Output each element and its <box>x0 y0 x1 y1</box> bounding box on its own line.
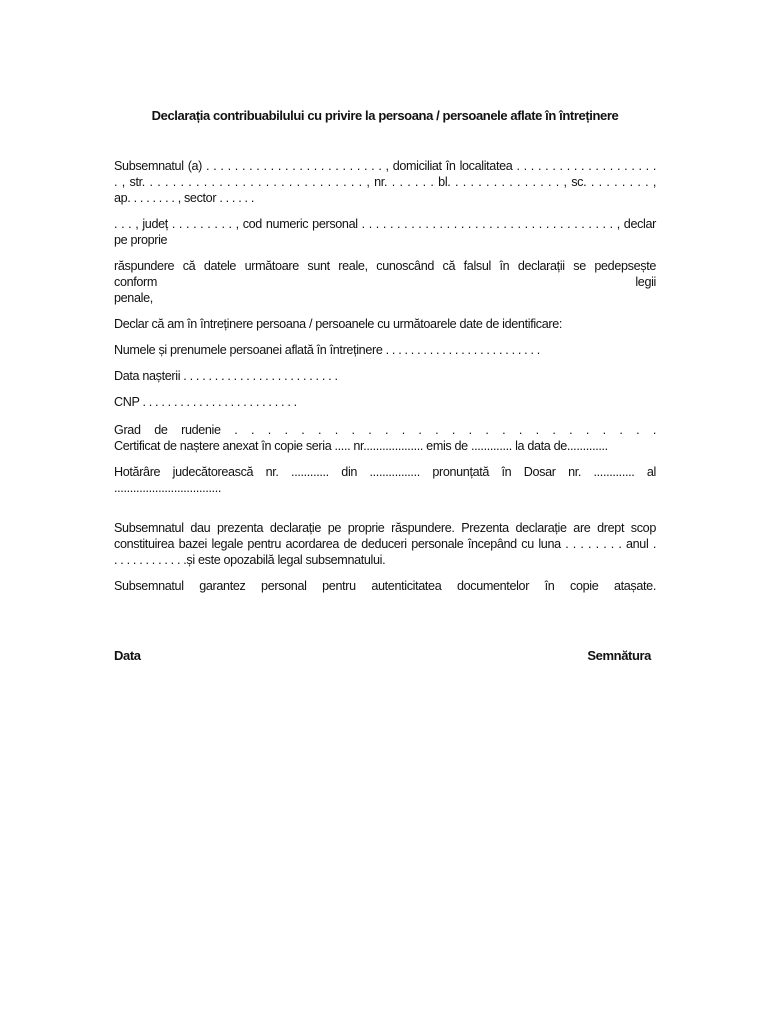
responsibility-word-conform: conform <box>114 275 158 289</box>
date-label: Data <box>114 648 141 663</box>
county-cnp-paragraph <box>114 216 656 248</box>
responsibility-line-2 <box>114 274 656 290</box>
court-decision-line-2: .................................. <box>114 481 222 495</box>
court-decision-paragraph <box>114 464 656 496</box>
declarant-identity-paragraph <box>114 158 656 206</box>
dependents-intro: Declar că am în întreținere persoana / persoanele cu următoarele date de identificare: <box>114 317 563 331</box>
birth-date-field: Data nașterii . . . . . . . . . . . . . . . . . . . . . . . . . <box>114 369 338 383</box>
county-line-2: pe proprie <box>114 233 168 247</box>
court-decision-line-1: Hotărâre judecătorească nr. ............ din ................ pronunțată în Dosar nr. ............. al <box>114 465 656 479</box>
guarantee-paragraph <box>114 578 656 594</box>
document-title: Declarația contribuabilului cu privire la persoana / persoanele aflate în întreținere <box>151 108 619 123</box>
statement-line-2: constituirea bazei legale pentru acordarea de deduceri personale începând cu luna . . . . . . . . anul . <box>114 537 656 551</box>
birth-certificate-line: Certificat de naștere anexat în copie seria ..... nr................... emis de ............. la data de............. <box>114 439 608 453</box>
responsibility-line-1: răspundere că datele următoare sunt reale, cunoscând că falsul în declarații se pedepsește <box>114 259 656 273</box>
document-body <box>114 108 656 604</box>
cnp-field: CNP . . . . . . . . . . . . . . . . . . . . . . . . . <box>114 395 297 409</box>
identity-line-2: . , str. . . . . . . . . . . . . . . . . . . . . . . . . . . . . , nr. . . . . . . bl. . . . . . . . . . . . . . . , sc. . . . . . . . . , <box>114 175 656 189</box>
kinship-paragraph <box>114 422 656 454</box>
identity-line-1: Subsemnatul (a) . . . . . . . . . . . . . . . . . . . . . . . . . , domiciliat în localitatea . . . . . . . . . . . . . . . . . . . . <box>114 159 656 173</box>
county-line-1: . . . , județ . . . . . . . . . , cod numeric personal . . . . . . . . . . . . . . . . . . . . . . . . . . . . . . . . . . . . , declar <box>114 217 656 231</box>
statement-paragraph <box>114 520 656 568</box>
statement-line-1: Subsemnatul dau prezenta declarație pe proprie răspundere. Prezenta declarație are drept scop <box>114 521 656 535</box>
kinship-line: Grad de rudenie . . . . . . . . . . . . . . . . . . . . . . . . . . <box>114 423 656 437</box>
dependent-name-field: Numele și prenumele persoanei aflată în întreținere . . . . . . . . . . . . . . . . . . . . . . . . . <box>114 343 540 357</box>
identity-line-3: ap. . . . . . . . , sector . . . . . . <box>114 191 254 205</box>
responsibility-line-3: penale, <box>114 291 153 305</box>
guarantee-line: Subsemnatul garantez personal pentru autenticitatea documentelor în copie atașate. <box>114 579 656 593</box>
responsibility-word-legii: legii <box>635 275 656 289</box>
signature-label: Semnătura <box>587 648 651 663</box>
responsibility-paragraph <box>114 258 656 306</box>
statement-line-3: . . . . . . . . . . . .și este opozabilă legal subsemnatului. <box>114 553 386 567</box>
